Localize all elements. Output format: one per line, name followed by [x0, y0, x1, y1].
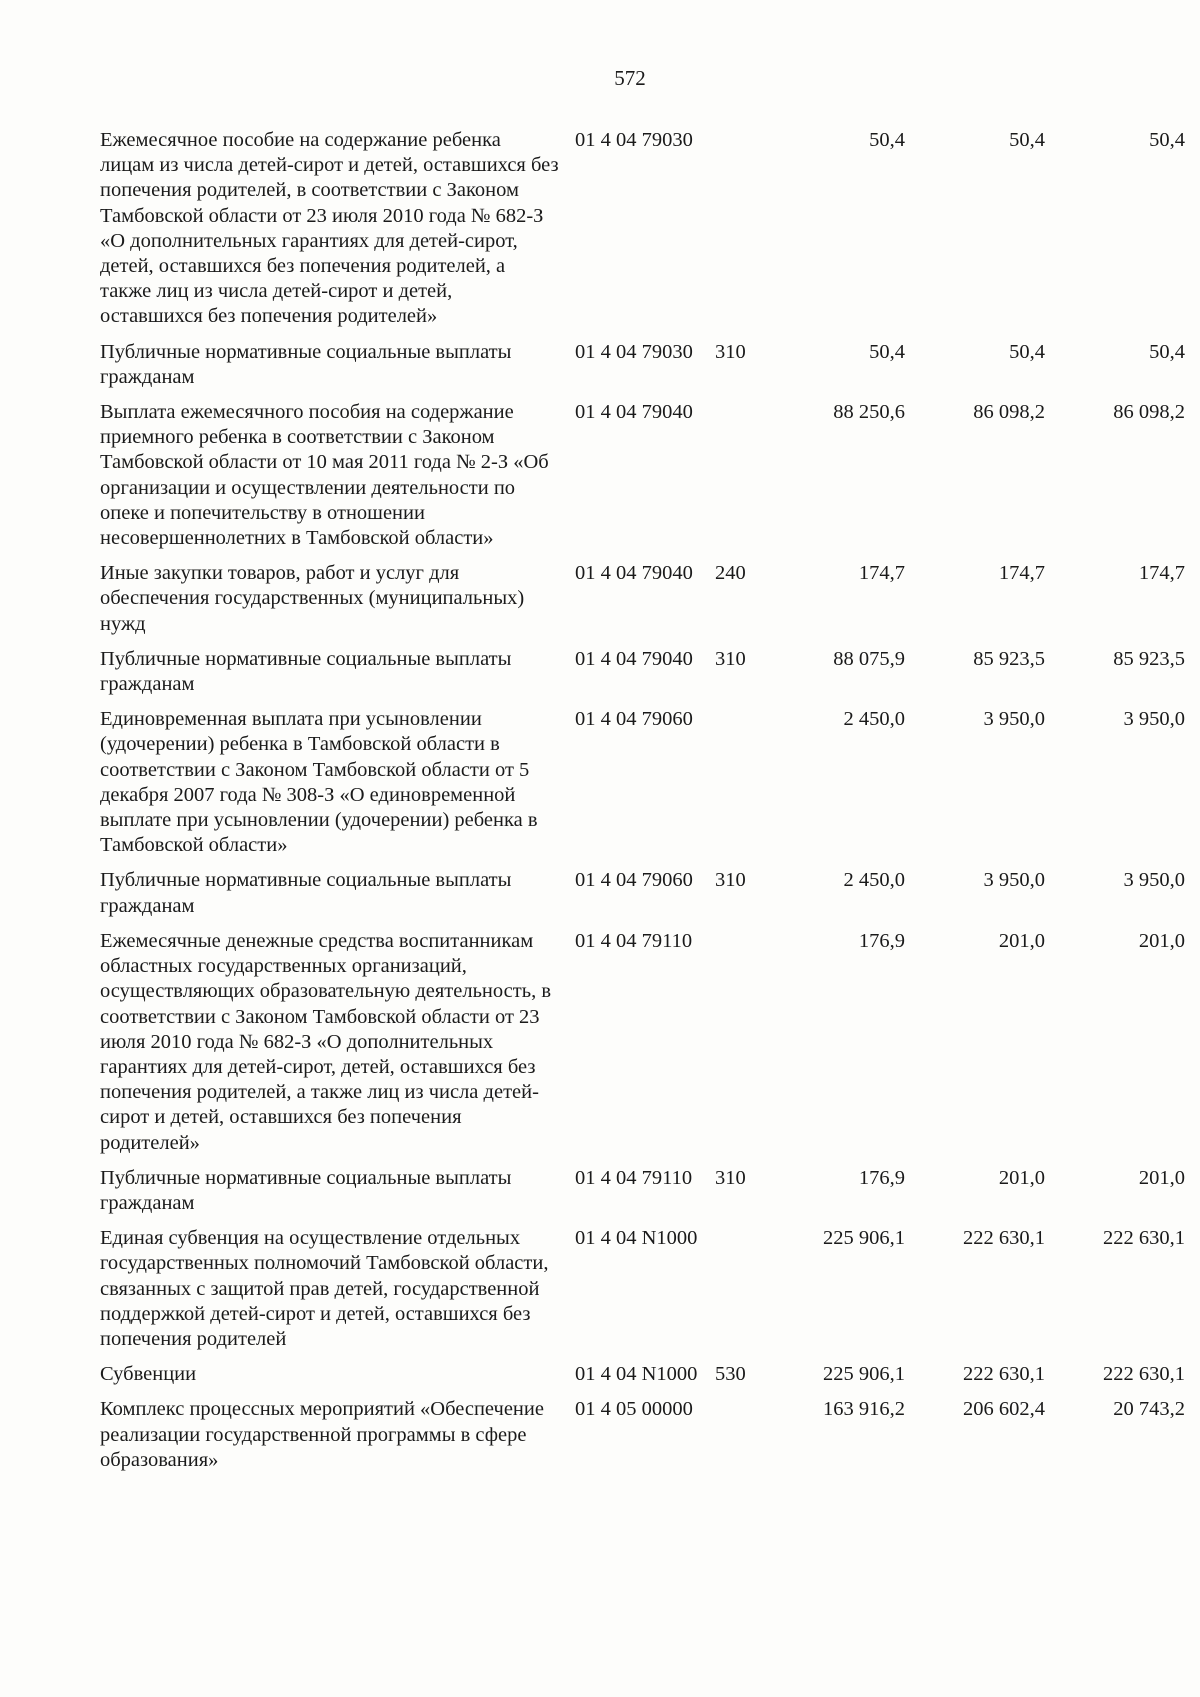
row-name: Комплекс процессных мероприятий «Обеспечение реализации государственной программы в сфере образования»	[100, 1398, 544, 1471]
table-row	[100, 929, 1185, 1166]
row-value-1: 88 075,9	[833, 647, 905, 670]
row-code: 01 4 04 79030	[575, 340, 693, 363]
row-code: 01 4 05 00000	[575, 1398, 693, 1421]
row-value-1: 2 450,0	[843, 708, 905, 731]
table-row	[100, 400, 1185, 561]
row-value-1: 50,4	[869, 340, 905, 363]
row-name: Единая субвенция на осуществление отдельных государственных полномочий Тамбовской области, связанных с защитой прав детей, государственной поддержкой детей-сирот и детей, оставшихся без попечения родителей	[100, 1227, 549, 1350]
row-name: Ежемесячное пособие на содержание ребенка лицам из числа детей-сирот и детей, оставшихся без попечения родителей, в соответствии с Законом Тамбовской области от 23 июля 2010 года № 682-З «О дополнительных гарантиях для детей-сирот, детей, оставшихся без попечения родителей, а также лиц из числа детей-сирот и детей, оставшихся без попечения родителей»	[100, 129, 559, 328]
row-value-3: 3 950,0	[1123, 708, 1185, 731]
row-name: Выплата ежемесячного пособия на содержание приемного ребенка в соответствии с Законом Тамбовской области от 10 мая 2011 года № 2-З «Об организации и осуществлении деятельности по опеке и попечительству в отношении несовершеннолетних в Тамбовской области»	[100, 401, 549, 550]
row-value-3: 20 743,2	[1113, 1398, 1185, 1421]
table-row	[100, 647, 1185, 707]
row-name: Публичные нормативные социальные выплаты гражданам	[100, 869, 512, 917]
row-value-3: 3 950,0	[1123, 869, 1185, 892]
row-value-3: 201,0	[1138, 1166, 1185, 1189]
row-expense-type: 240	[715, 562, 746, 585]
row-code: 01 4 04 79060	[575, 869, 693, 892]
page-number: 572	[614, 66, 646, 90]
row-expense-type	[715, 400, 773, 561]
row-value-1: 163 916,2	[823, 1398, 905, 1421]
row-value-2: 201,0	[998, 929, 1045, 952]
row-name: Ежемесячные денежные средства воспитанникам областных государственных организаций, осуществляющих образовательную деятельность, в соответствии с Законом Тамбовской области от 23 июля 2010 года № 682-З «О дополнительных гарантиях для детей-сирот, детей, оставшихся без попечения родителей, а также лиц из числа детей-сирот и детей, оставшихся без попечения родителей»	[100, 929, 551, 1154]
row-code: 01 4 04 N1000	[575, 1363, 698, 1386]
table-row	[100, 340, 1185, 400]
row-value-2: 222 630,1	[963, 1227, 1045, 1250]
row-expense-type: 310	[715, 1166, 746, 1189]
row-code: 01 4 04 79110	[575, 1166, 693, 1189]
row-expense-type	[715, 128, 773, 340]
row-value-1: 176,9	[858, 1166, 905, 1189]
row-expense-type	[715, 929, 773, 1166]
row-value-1: 225 906,1	[823, 1363, 905, 1386]
row-code: 01 4 04 N1000	[575, 1227, 698, 1250]
row-expense-type: 310	[715, 647, 746, 670]
row-code: 01 4 04 79060	[575, 708, 693, 731]
row-value-2: 50,4	[1009, 340, 1045, 363]
row-value-2: 85 923,5	[973, 647, 1045, 670]
row-value-2: 86 098,2	[973, 401, 1045, 424]
table-row	[100, 707, 1185, 868]
row-expense-type: 310	[715, 340, 746, 363]
row-value-3: 50,4	[1149, 129, 1185, 151]
budget-table	[100, 128, 1185, 1483]
row-expense-type	[715, 1226, 773, 1362]
row-value-2: 3 950,0	[983, 708, 1045, 731]
row-name: Публичные нормативные социальные выплаты гражданам	[100, 340, 512, 388]
row-name: Публичные нормативные социальные выплаты гражданам	[100, 647, 512, 696]
table-row	[100, 1397, 1185, 1483]
table-row	[100, 128, 1185, 340]
table-row	[100, 1166, 1185, 1226]
row-code: 01 4 04 79030	[575, 129, 693, 151]
row-name: Иные закупки товаров, работ и услуг для обеспечения государственных (муниципальных) нужд	[100, 562, 525, 635]
row-value-2: 174,7	[998, 562, 1045, 585]
row-value-3: 85 923,5	[1113, 647, 1185, 670]
row-code: 01 4 04 79040	[575, 562, 693, 585]
row-value-3: 201,0	[1138, 929, 1185, 952]
row-value-2: 50,4	[1009, 129, 1045, 151]
row-expense-type: 530	[715, 1363, 746, 1386]
row-value-2: 3 950,0	[983, 869, 1045, 892]
row-value-3: 174,7	[1138, 562, 1185, 585]
row-value-2: 206 602,4	[963, 1398, 1045, 1421]
row-value-3: 50,4	[1149, 340, 1185, 363]
row-value-1: 174,7	[858, 562, 905, 585]
row-value-1: 88 250,6	[833, 401, 905, 424]
row-value-3: 222 630,1	[1103, 1227, 1185, 1250]
row-expense-type	[715, 1397, 773, 1483]
row-value-2: 201,0	[998, 1166, 1045, 1189]
row-value-1: 2 450,0	[843, 869, 905, 892]
table-row	[100, 1362, 1185, 1397]
table-row	[100, 1226, 1185, 1362]
row-name: Публичные нормативные социальные выплаты гражданам	[100, 1166, 512, 1214]
row-name: Единовременная выплата при усыновлении (удочерении) ребенка в Тамбовской области в соответствии с Законом Тамбовской области от 5 декабря 2007 года № 308-З «О единовременной выплате при усыновлении (удочерении) ребенка в Тамбовской области»	[100, 708, 538, 857]
row-code: 01 4 04 79110	[575, 929, 693, 952]
row-value-2: 222 630,1	[963, 1363, 1045, 1386]
row-value-3: 222 630,1	[1103, 1363, 1185, 1386]
row-expense-type: 310	[715, 869, 746, 892]
row-code: 01 4 04 79040	[575, 647, 693, 670]
row-value-1: 176,9	[858, 929, 905, 952]
row-value-1: 225 906,1	[823, 1227, 905, 1250]
table-row	[100, 561, 1185, 647]
row-name: Субвенции	[100, 1363, 197, 1386]
row-value-3: 86 098,2	[1113, 401, 1185, 424]
budget-table-body	[100, 128, 1185, 1483]
row-expense-type	[715, 707, 773, 868]
table-row	[100, 868, 1185, 928]
row-value-1: 50,4	[869, 129, 905, 151]
row-code: 01 4 04 79040	[575, 401, 693, 424]
